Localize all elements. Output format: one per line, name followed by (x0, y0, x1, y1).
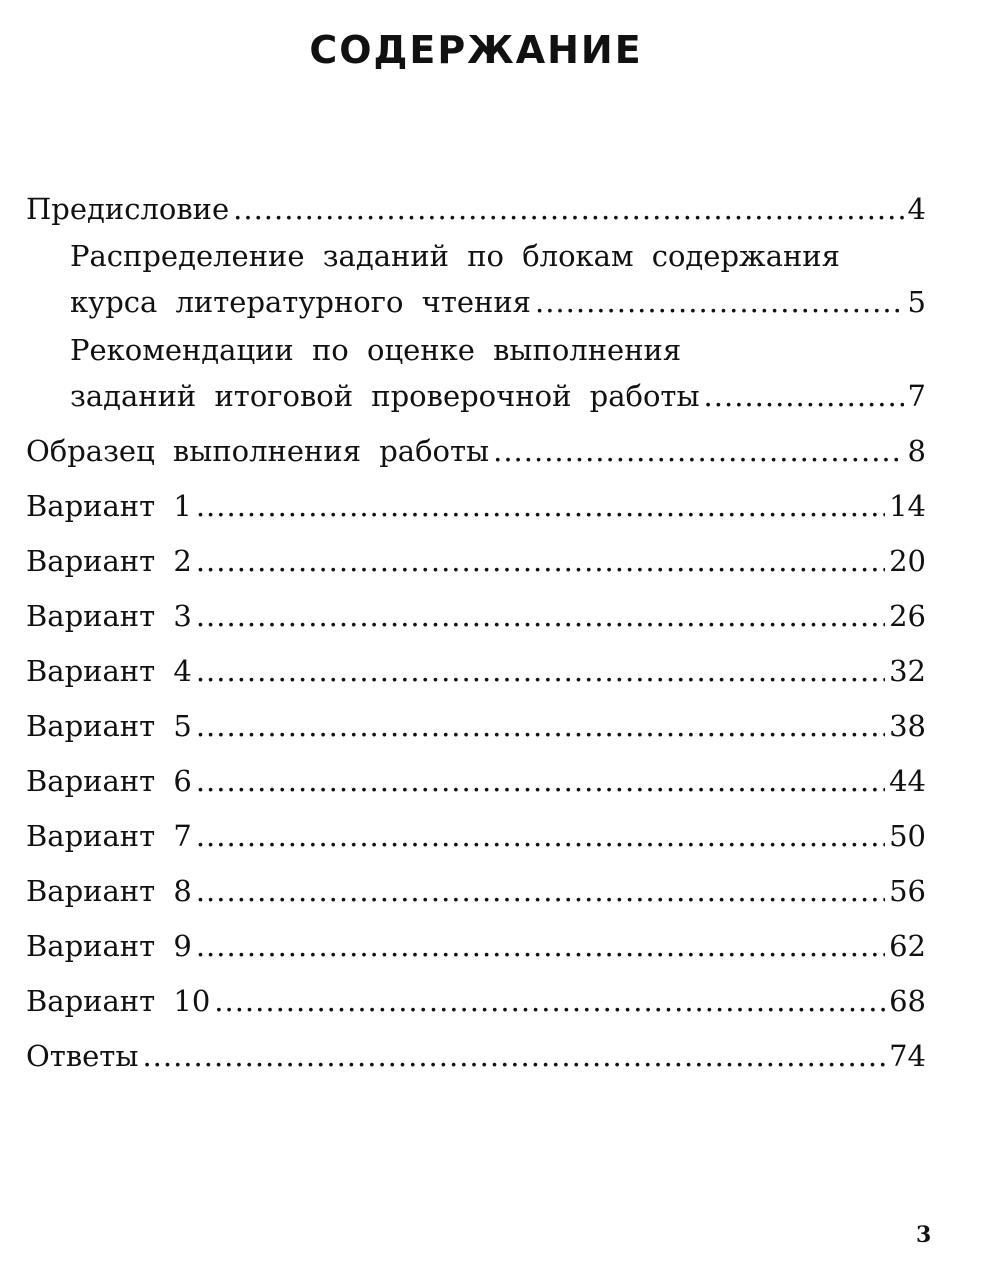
toc-entry-variant-2[interactable] (26, 538, 926, 593)
toc-entry-page: 68 (889, 984, 926, 1018)
toc-entry-label: Вариант 6 (26, 764, 192, 798)
table-of-contents (26, 186, 926, 1088)
toc-entry-label: заданий итоговой проверочной работы (70, 379, 700, 413)
toc-entry-page: 26 (889, 599, 926, 633)
toc-entry-variant-1[interactable] (26, 483, 926, 538)
toc-entry-label: Вариант 5 (26, 709, 192, 743)
toc-leader-dots (196, 703, 885, 749)
toc-entry-page: 8 (907, 434, 926, 468)
toc-entry-line (26, 233, 926, 279)
toc-entry-label: Вариант 7 (26, 819, 192, 853)
toc-entry-preface[interactable] (26, 186, 926, 233)
toc-entry-page: 74 (889, 1039, 926, 1073)
page-number: 3 (916, 1222, 932, 1248)
toc-entry-label-line1: Рекомендации по оценке выполнения (70, 333, 682, 367)
toc-entry-label: Предисловие (26, 192, 230, 226)
toc-entry-label: Вариант 4 (26, 654, 192, 688)
toc-leader-dots (535, 279, 904, 325)
toc-leader-dots (704, 373, 904, 419)
toc-leader-dots (493, 428, 903, 474)
toc-entry-label: Образец выполнения работы (26, 434, 490, 468)
toc-entry-variant-8[interactable] (26, 868, 926, 923)
toc-entry-page: 38 (889, 709, 926, 743)
toc-entry-variant-4[interactable] (26, 648, 926, 703)
toc-entry-page: 50 (889, 819, 926, 853)
toc-leader-dots (196, 483, 885, 529)
toc-leader-dots (142, 1033, 885, 1079)
toc-entry-label: Вариант 8 (26, 874, 192, 908)
toc-entry-label: Вариант 2 (26, 544, 192, 578)
toc-entry-label: Вариант 3 (26, 599, 192, 633)
toc-leader-dots (196, 923, 885, 969)
toc-entry-assessment-recommendations[interactable] (26, 373, 926, 428)
toc-entry-variant-5[interactable] (26, 703, 926, 758)
toc-leader-dots (196, 758, 885, 804)
toc-entry-line (26, 327, 926, 373)
toc-entry-page: 7 (907, 379, 926, 413)
toc-leader-dots (196, 593, 885, 639)
toc-leader-dots (196, 648, 885, 694)
toc-entry-page: 20 (889, 544, 926, 578)
toc-entry-page: 32 (889, 654, 926, 688)
toc-entry-answers[interactable] (26, 1033, 926, 1088)
toc-leader-dots (214, 978, 885, 1024)
toc-entry-variant-6[interactable] (26, 758, 926, 813)
toc-entry-page: 14 (889, 489, 926, 523)
toc-entry-label-line1: Распределение заданий по блокам содержания (70, 239, 840, 273)
toc-entry-variant-3[interactable] (26, 593, 926, 648)
toc-entry-variant-9[interactable] (26, 923, 926, 978)
toc-entry-page: 4 (907, 192, 926, 226)
toc-entry-task-distribution[interactable] (26, 279, 926, 327)
toc-entry-label: Вариант 9 (26, 929, 192, 963)
toc-entry-sample[interactable] (26, 428, 926, 483)
toc-entry-page: 62 (889, 929, 926, 963)
toc-leader-dots (196, 813, 885, 859)
toc-entry-page: 44 (889, 764, 926, 798)
page-title: СОДЕРЖАНИЕ (309, 28, 643, 72)
toc-leader-dots (233, 186, 903, 232)
toc-entry-variant-7[interactable] (26, 813, 926, 868)
toc-entry-page: 5 (907, 285, 926, 319)
toc-entry-label: курса литературного чтения (70, 285, 531, 319)
toc-leader-dots (196, 538, 885, 584)
toc-entry-page: 56 (889, 874, 926, 908)
toc-entry-variant-10[interactable] (26, 978, 926, 1033)
toc-leader-dots (196, 868, 885, 914)
toc-entry-label: Вариант 10 (26, 984, 211, 1018)
toc-entry-label: Вариант 1 (26, 489, 192, 523)
toc-entry-label: Ответы (26, 1039, 139, 1073)
